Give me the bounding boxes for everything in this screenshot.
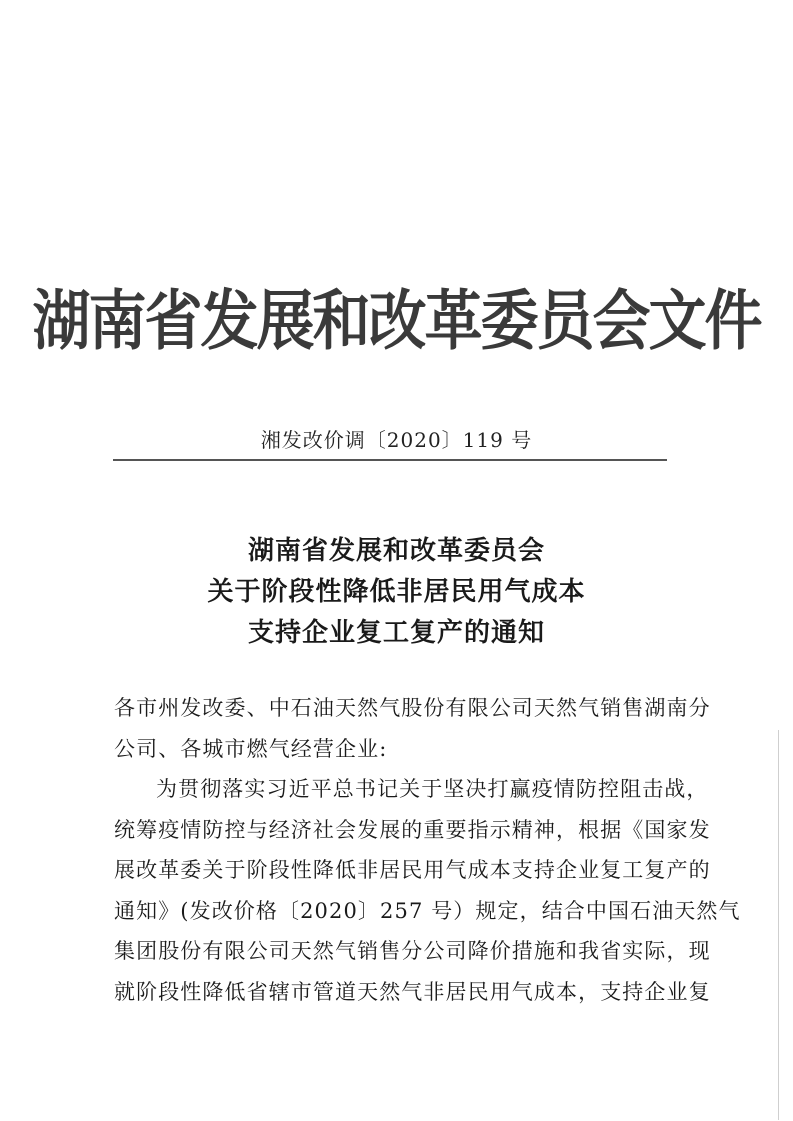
paragraph-line: 展改革委关于阶段性降低非居民用气成本支持企业复工复产的: [114, 858, 711, 882]
paragraph-line: 通知》(发改价格〔2020〕257 号）规定，结合中国石油天然气: [114, 898, 741, 923]
paragraph-line: 集团股份有限公司天然气销售分公司降价措施和我省实际，现: [114, 939, 711, 963]
header-divider: [113, 459, 667, 461]
title-line: 湖南省发展和改革委员会: [247, 536, 545, 566]
paragraph-line: 为贯彻落实习近平总书记关于坚决打赢疫情防控阻击战，: [156, 777, 709, 801]
addressee-line: 公司、各城市燃气经营企业:: [114, 736, 388, 761]
paragraph-line: 统筹疫情防控与经济社会发展的重要指示精神，根据《国家发: [114, 817, 711, 842]
issuer-header: 湖南省发展和改革委员会文件: [32, 282, 761, 359]
paragraph-line: 就阶段性降低省辖市管道天然气非居民用气成本，支持企业复: [114, 979, 711, 1004]
scan-edge-line: [778, 730, 779, 1120]
document-number: 湘发改价调〔2020〕119 号: [260, 428, 533, 452]
document-title: [0, 531, 793, 654]
addressee-line: 各市州发改委、中石油天然气股份有限公司天然气销售湖南分: [114, 696, 711, 720]
title-line: 关于阶段性降低非居民用气成本: [207, 577, 586, 607]
document-body: [114, 688, 741, 1012]
title-line: 支持企业复工复产的通知: [247, 618, 545, 648]
